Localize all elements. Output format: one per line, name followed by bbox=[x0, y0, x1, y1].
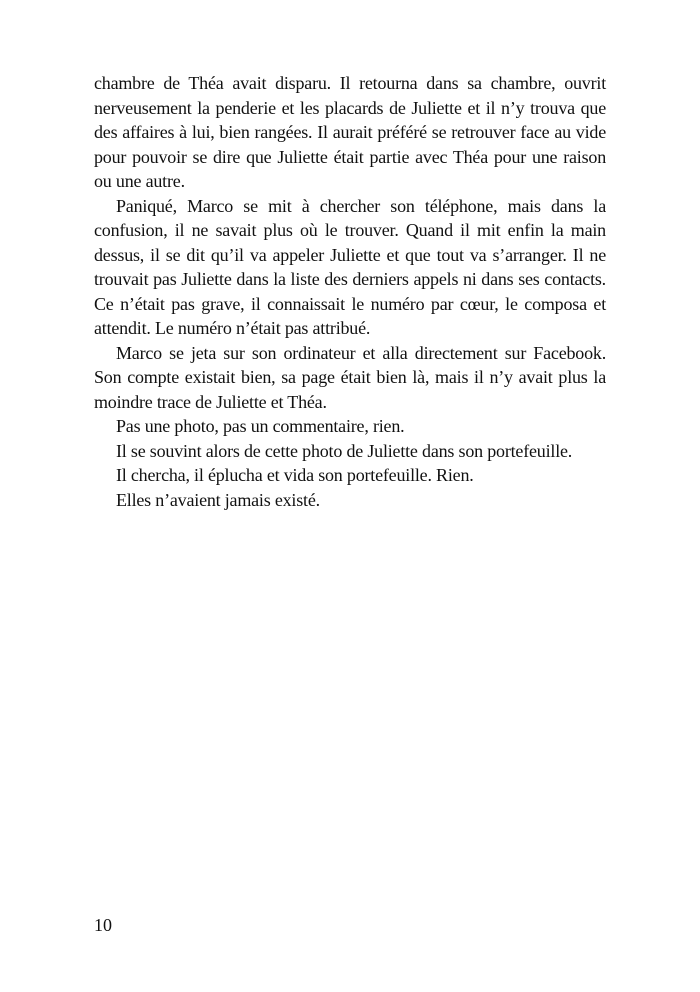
page-number: 10 bbox=[94, 915, 112, 935]
paragraph: Paniqué, Marco se mit à chercher son téléphone, mais dans la confusion, il ne savait plus où le trouver. Quand il mit enfin la main dessus, il se dit qu’il va appeler Juliette et que tout va s’arranger. Il ne trouvait pas Juliette dans la liste des derniers appels ni dans ses contacts. Ce n’était pas grave, il connaissait le numéro par cœur, le composa et attendit. Le numéro n’était pas attribué. bbox=[94, 195, 606, 338]
paragraph: Elles n’avaient jamais existé. bbox=[116, 489, 320, 510]
body-text bbox=[94, 71, 606, 512]
paragraph: chambre de Théa avait disparu. Il retourna dans sa chambre, ouvrit nerveusement la penderie et les placards de Juliette et il n’y trouva que des affaires à lui, bien rangées. Il aurait préféré se retrouver face au vide pour pouvoir se dire que Juliette était partie avec Théa pour une raison ou une autre. bbox=[94, 73, 606, 191]
paragraph: Pas une photo, pas un commentaire, rien. bbox=[116, 416, 405, 436]
paragraph: Il chercha, il éplucha et vida son portefeuille. Rien. bbox=[116, 465, 474, 485]
paragraph: Il se souvint alors de cette photo de Juliette dans son portefeuille. bbox=[116, 440, 573, 461]
paragraph: Marco se jeta sur son ordinateur et alla directement sur Facebook. Son compte existait bien, sa page était bien là, mais il n’y avait plus la moindre trace de Juliette et Théa. bbox=[94, 342, 606, 412]
